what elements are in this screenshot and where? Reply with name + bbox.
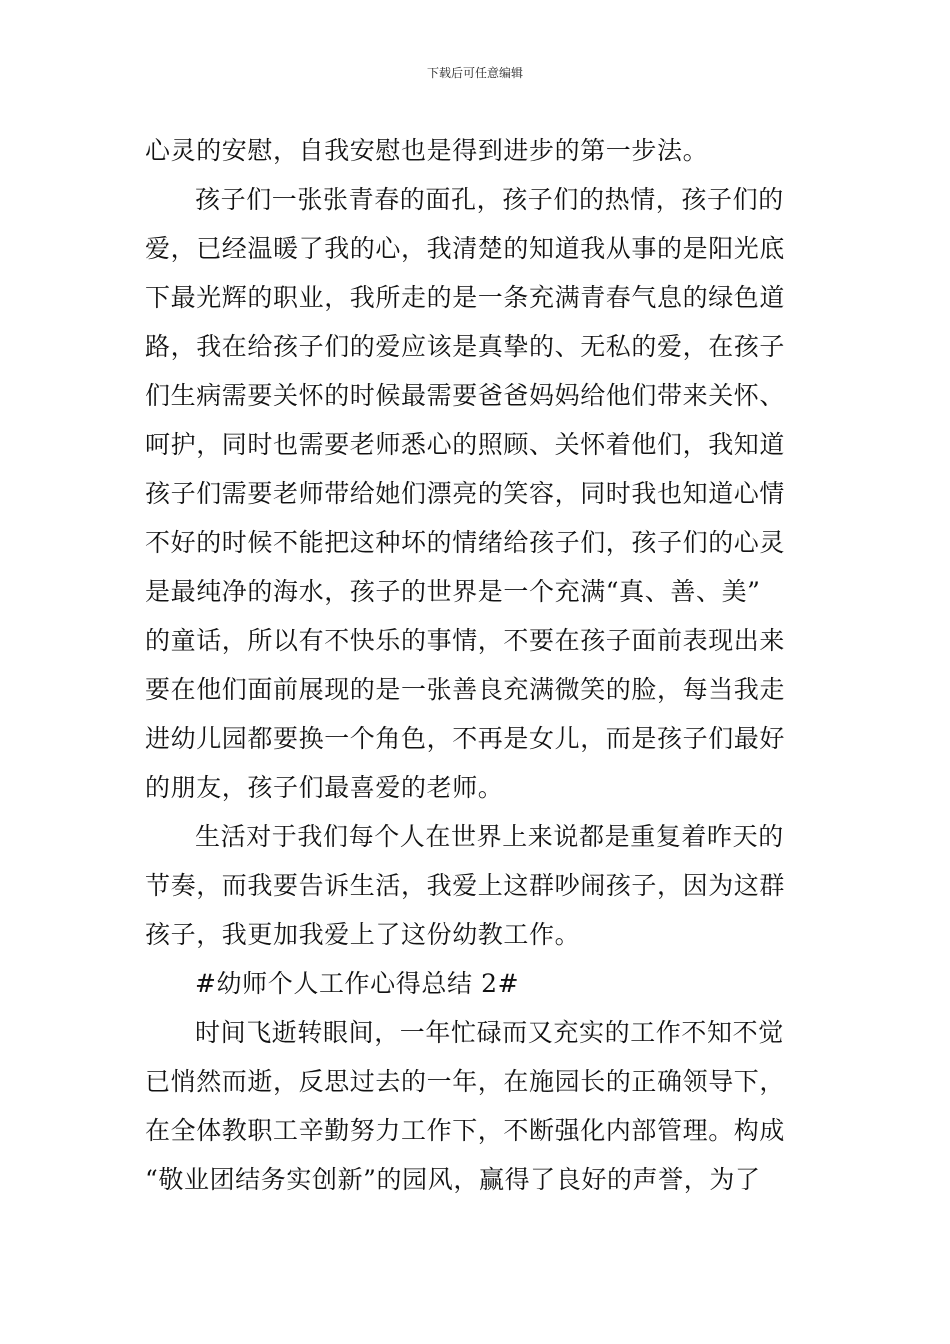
text-line: 的童话，所以有不快乐的事情，不要在孩子面前表现出来 — [145, 626, 786, 655]
paragraph — [145, 1008, 810, 1204]
text-line: 是最纯净的海水，孩子的世界是一个充满“真、善、美” — [145, 577, 761, 606]
heading-text: #幼师个人工作心得总结 2# — [195, 969, 520, 998]
text-line: 们生病需要关怀的时候最需要爸爸妈妈给他们带来关怀、 — [145, 381, 786, 410]
text-line: 生活对于我们每个人在世界上来说都是重复着昨天的 — [195, 822, 784, 851]
text-line: 孩子们一张张青春的面孔，孩子们的热情，孩子们的 — [195, 185, 784, 214]
text-line: 要在他们面前展现的是一张善良充满微笑的脸，每当我走 — [145, 675, 786, 704]
text-line: 心灵的安慰，自我安慰也是得到进步的第一步法。 — [145, 136, 709, 165]
paragraph — [145, 812, 810, 959]
paragraph — [145, 175, 810, 812]
text-line: 的朋友，孩子们最喜爱的老师。 — [145, 773, 504, 802]
text-line: 已悄然而逝，反思过去的一年，在施园长的正确领导下， — [145, 1067, 786, 1096]
text-line: “敬业团结务实创新”的园风，赢得了良好的声誉，为了 — [145, 1165, 761, 1194]
page-header: 下载后可任意编辑 — [426, 66, 523, 80]
text-line: 呵护，同时也需要老师悉心的照顾、关怀着他们，我知道 — [145, 430, 786, 459]
text-line: 节奏，而我要告诉生活，我爱上这群吵闹孩子，因为这群 — [145, 871, 786, 900]
paragraph — [145, 126, 810, 175]
text-line: 下最光辉的职业，我所走的是一条充满青春气息的绿色道 — [145, 283, 786, 312]
text-line: 爱，已经温暖了我的心，我清楚的知道我从事的是阳光底 — [145, 234, 786, 263]
text-line: 路，我在给孩子们的爱应该是真挚的、无私的爱，在孩子 — [145, 332, 786, 361]
text-line: 在全体教职工辛勤努力工作下，不断强化内部管理。构成 — [145, 1116, 786, 1145]
text-line: 进幼儿园都要换一个角色，不再是女儿，而是孩子们最好 — [145, 724, 786, 753]
text-line: 孩子们需要老师带给她们漂亮的笑容，同时我也知道心情 — [145, 479, 786, 508]
text-line: 孩子，我更加我爱上了这份幼教工作。 — [145, 920, 581, 949]
text-line: 时间飞逝转眼间，一年忙碌而又充实的工作不知不觉 — [195, 1018, 784, 1047]
section-heading — [145, 959, 810, 1008]
document-body — [145, 126, 810, 1204]
text-line: 不好的时候不能把这种坏的情绪给孩子们，孩子们的心灵 — [145, 528, 786, 557]
